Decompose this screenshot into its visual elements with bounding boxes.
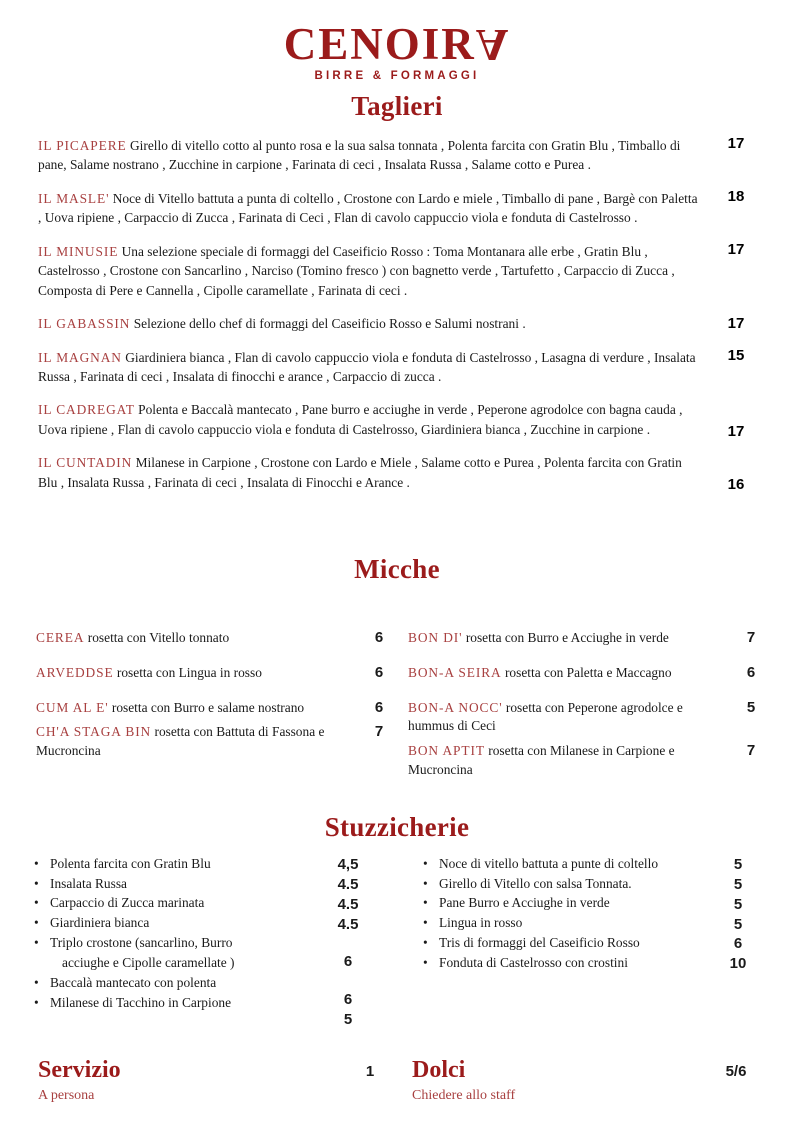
micche-item-text bbox=[408, 664, 738, 683]
micche-column-left bbox=[36, 591, 398, 796]
stuzzicherie-list-right bbox=[417, 855, 764, 972]
micche-item-name: CH'A STAGA BIN bbox=[36, 724, 152, 740]
list-item: • Pane Burro e Acciughe in verde bbox=[417, 894, 764, 912]
micche-item-desc: rosetta con Milanese in Carpione e Mucroncina bbox=[408, 743, 675, 777]
stuzzicherie-list-left bbox=[28, 855, 375, 1012]
taglieri-item-name: IL MAGNAN bbox=[38, 349, 122, 365]
micche-item-price: 5 bbox=[746, 698, 756, 716]
brand-header bbox=[0, 0, 794, 82]
micche-item-text bbox=[36, 629, 366, 648]
micche-item-price: 7 bbox=[746, 629, 756, 647]
section-heading-taglieri: Taglieri bbox=[351, 91, 443, 121]
servizio-title: Servizio bbox=[38, 1057, 121, 1084]
price: 10 bbox=[729, 955, 747, 973]
list-item: • Tris di formaggi del Caseificio Rosso bbox=[417, 934, 764, 952]
taglieri-item-name: IL PICAPERE bbox=[38, 138, 127, 153]
taglieri-item-name: IL CUNTADIN bbox=[38, 455, 133, 471]
brand-tagline: BIRRE & FORMAGGI bbox=[314, 70, 480, 82]
micche-item-price: 6 bbox=[374, 663, 384, 681]
micche-item bbox=[408, 742, 764, 780]
micche-item-price: 7 bbox=[374, 723, 384, 741]
list-item: • Insalata Russa bbox=[28, 875, 375, 893]
list-item-continuation: acciughe e Cipolle caramellate ) bbox=[62, 954, 235, 970]
price: 6 bbox=[343, 953, 353, 971]
taglieri-item-name: IL MINUSIE bbox=[38, 243, 119, 259]
dolci-title: Dolci bbox=[412, 1057, 466, 1084]
taglieri-item-name: IL CADREGAT bbox=[38, 402, 135, 418]
micche-item-name: BON APTIT bbox=[408, 743, 485, 759]
taglieri-item-text bbox=[38, 400, 714, 439]
micche-section bbox=[36, 591, 764, 796]
taglieri-item bbox=[38, 136, 758, 175]
taglieri-item-text bbox=[38, 453, 714, 492]
taglieri-item-text bbox=[38, 136, 714, 175]
list-item: • Girello di Vitello con salsa Tonnata. bbox=[417, 875, 764, 893]
taglieri-item-desc: Giardiniera bianca , Flan di cavolo cappuccio viola e fonduta di Castelrosso , Lasagna di verdure , Insalata Russa , Farinata di ceci , Insalata di finocchi e arance , Carpaccio di zucca . bbox=[38, 349, 696, 384]
taglieri-item-price: 15 bbox=[727, 346, 745, 364]
list-item: • Giardiniera bianca bbox=[28, 914, 375, 932]
taglieri-list bbox=[38, 136, 758, 492]
micche-item bbox=[36, 723, 392, 761]
taglieri-item-desc: Polenta e Baccalà mantecato , Pane burro e acciughe in verde , Peperone agrodolce con bagna cauda , Uova ripiene , Flan di cavolo cappuccio viola e fonduta di Castelrosso, Giardiniera bianca , Zucchine in carpione . bbox=[38, 402, 683, 437]
micche-item-text bbox=[408, 742, 738, 780]
micche-item bbox=[408, 699, 764, 737]
price: 5 bbox=[343, 1011, 353, 1029]
section-heading-micche: Micche bbox=[354, 554, 440, 585]
micche-item-price: 6 bbox=[746, 663, 756, 681]
dolci-price: 5/6 bbox=[725, 1063, 747, 1081]
micche-item-name: CUM AL E' bbox=[36, 699, 109, 715]
stuzzicherie-column-right bbox=[375, 855, 764, 1014]
taglieri-item-price: 17 bbox=[727, 423, 745, 441]
taglieri-item-text bbox=[38, 242, 714, 300]
price: 4.5 bbox=[337, 895, 359, 913]
micche-item-desc: rosetta con Burro e Acciughe in verde bbox=[462, 630, 669, 646]
micche-item-name: BON-A SEIRA bbox=[408, 664, 502, 680]
micche-item-name: BON-A NOCC' bbox=[408, 699, 503, 715]
list-item: • Triplo crostone (sancarlino, Burro bbox=[28, 934, 375, 952]
price: 6 bbox=[343, 991, 353, 1009]
price: 5 bbox=[733, 915, 743, 933]
list-item: • Carpaccio di Zucca marinata bbox=[28, 894, 375, 912]
micche-item-name: BON DI' bbox=[408, 630, 463, 646]
micche-item-desc: rosetta con Lingua in rosso bbox=[113, 664, 262, 680]
taglieri-item-name: IL GABASSIN bbox=[38, 316, 131, 332]
micche-item-name: CEREA bbox=[36, 630, 85, 646]
micche-item-text bbox=[408, 699, 738, 737]
list-item: • Noce di vitello battuta a punte di coltello bbox=[417, 855, 764, 873]
brand-logo-flipped-a: A bbox=[475, 20, 511, 70]
micche-item-text bbox=[36, 664, 366, 683]
servizio-text bbox=[38, 1057, 350, 1104]
list-item: • Polenta farcita con Gratin Blu bbox=[28, 855, 375, 873]
list-item: • Baccalà mantecato con polenta bbox=[28, 974, 375, 992]
taglieri-item-price: 18 bbox=[727, 187, 745, 205]
taglieri-item bbox=[38, 348, 758, 387]
taglieri-item-desc: Milanese in Carpione , Crostone con Lardo e Miele , Salame cotto e Purea , Polenta farcita con Gratin Blu , Insalata Russa , Farinata di ceci , Insalata di Finocchi e Arance . bbox=[38, 455, 682, 490]
dolci-block bbox=[390, 1057, 764, 1104]
micche-item-price: 6 bbox=[374, 629, 384, 647]
micche-item bbox=[36, 629, 392, 648]
taglieri-item-text bbox=[38, 314, 714, 333]
stuzzicherie-section bbox=[28, 855, 764, 1029]
taglieri-item-price: 17 bbox=[727, 135, 745, 152]
taglieri-item-price: 17 bbox=[727, 240, 745, 258]
stuzzicherie-prices-right bbox=[718, 855, 758, 975]
micche-item-desc: rosetta con Paletta e Maccagno bbox=[501, 664, 672, 680]
taglieri-item-name: IL MASLE' bbox=[38, 190, 110, 206]
price: 5 bbox=[733, 875, 743, 893]
taglieri-item bbox=[38, 400, 758, 439]
taglieri-item-text bbox=[38, 189, 714, 228]
brand-logo bbox=[283, 19, 511, 70]
taglieri-item-desc: Una selezione speciale di formaggi del Caseificio Rosso : Toma Montanara alle erbe , Gratin Blu , Castelrosso , Crostone con Sancarlino , Narciso (Tomino fresco ) con bagnetto verde , Tartufetto , Carpaccio di Zucca , Composta di Pere e Cannella , Cipolle caramellate , Farinata di ceci . bbox=[38, 243, 675, 298]
micche-item bbox=[408, 629, 764, 648]
micche-item-desc: rosetta con Vitello tonnato bbox=[84, 630, 230, 646]
list-item: • Lingua in rosso bbox=[417, 914, 764, 932]
micche-item-desc: rosetta con Peperone agrodolce e hummus di Ceci bbox=[408, 699, 683, 734]
section-heading-stuzzicherie: Stuzzicherie bbox=[324, 811, 470, 842]
taglieri-item-price: 16 bbox=[727, 476, 745, 494]
price: 4.5 bbox=[337, 915, 359, 933]
stuzzicherie-column-left bbox=[28, 855, 375, 1029]
servizio-price: 1 bbox=[365, 1063, 375, 1081]
taglieri-item-desc: Girello di vitello cotto al punto rosa e la sua salsa tonnata , Polenta farcita con Gratin Blu , Timballo di pane, Salame nostrano , Zucchine in carpione , Farinata di ceci , Insalata Russa , Salame cotto e Purea . bbox=[38, 138, 681, 173]
list-item: • Milanese di Tacchino in Carpione bbox=[28, 994, 375, 1012]
price: 4.5 bbox=[337, 875, 359, 893]
micche-item bbox=[408, 664, 764, 683]
micche-item-name: ARVEDDSE bbox=[36, 664, 114, 680]
micche-item-price: 7 bbox=[746, 742, 756, 760]
footer-section bbox=[38, 1057, 764, 1104]
micche-item-price: 6 bbox=[374, 698, 384, 716]
price: 4,5 bbox=[337, 855, 359, 873]
price: 6 bbox=[733, 935, 743, 953]
taglieri-item-desc: Selezione dello chef di formaggi del Caseificio Rosso e Salumi nostrani . bbox=[130, 316, 526, 332]
micche-item-desc: rosetta con Battuta di Fassona e Mucroncina bbox=[36, 724, 325, 759]
micche-item bbox=[36, 699, 392, 718]
dolci-text bbox=[412, 1057, 708, 1104]
taglieri-item bbox=[38, 242, 758, 300]
stuzzicherie-prices-left bbox=[328, 855, 368, 1031]
taglieri-item-text bbox=[38, 348, 714, 387]
list-item: • Fonduta di Castelrosso con crostini bbox=[417, 954, 764, 972]
taglieri-item bbox=[38, 453, 758, 492]
micche-column-right bbox=[398, 591, 764, 796]
price: 5 bbox=[733, 855, 743, 873]
price: 5 bbox=[733, 895, 743, 913]
servizio-block bbox=[38, 1057, 390, 1104]
micche-item-text bbox=[36, 723, 366, 761]
micche-item-text bbox=[36, 699, 366, 718]
dolci-subtitle: Chiedere allo staff bbox=[412, 1087, 516, 1103]
taglieri-item-desc: Noce di Vitello battuta a punta di coltello , Crostone con Lardo e miele , Timballo di pane , Bargè con Paletta , Uova ripiene , Carpaccio di Zucca , Farinata di Ceci , Flan di cavolo cappuccio viola e fonduta di Castelrosso . bbox=[38, 190, 698, 226]
brand-logo-main: CENOIR bbox=[283, 19, 476, 69]
taglieri-item bbox=[38, 189, 758, 228]
micche-item-text bbox=[408, 629, 738, 648]
micche-item-desc: rosetta con Burro e salame nostrano bbox=[108, 699, 305, 715]
servizio-subtitle: A persona bbox=[38, 1087, 95, 1103]
taglieri-item-price: 17 bbox=[727, 315, 745, 333]
micche-item bbox=[36, 664, 392, 683]
taglieri-item bbox=[38, 314, 758, 333]
